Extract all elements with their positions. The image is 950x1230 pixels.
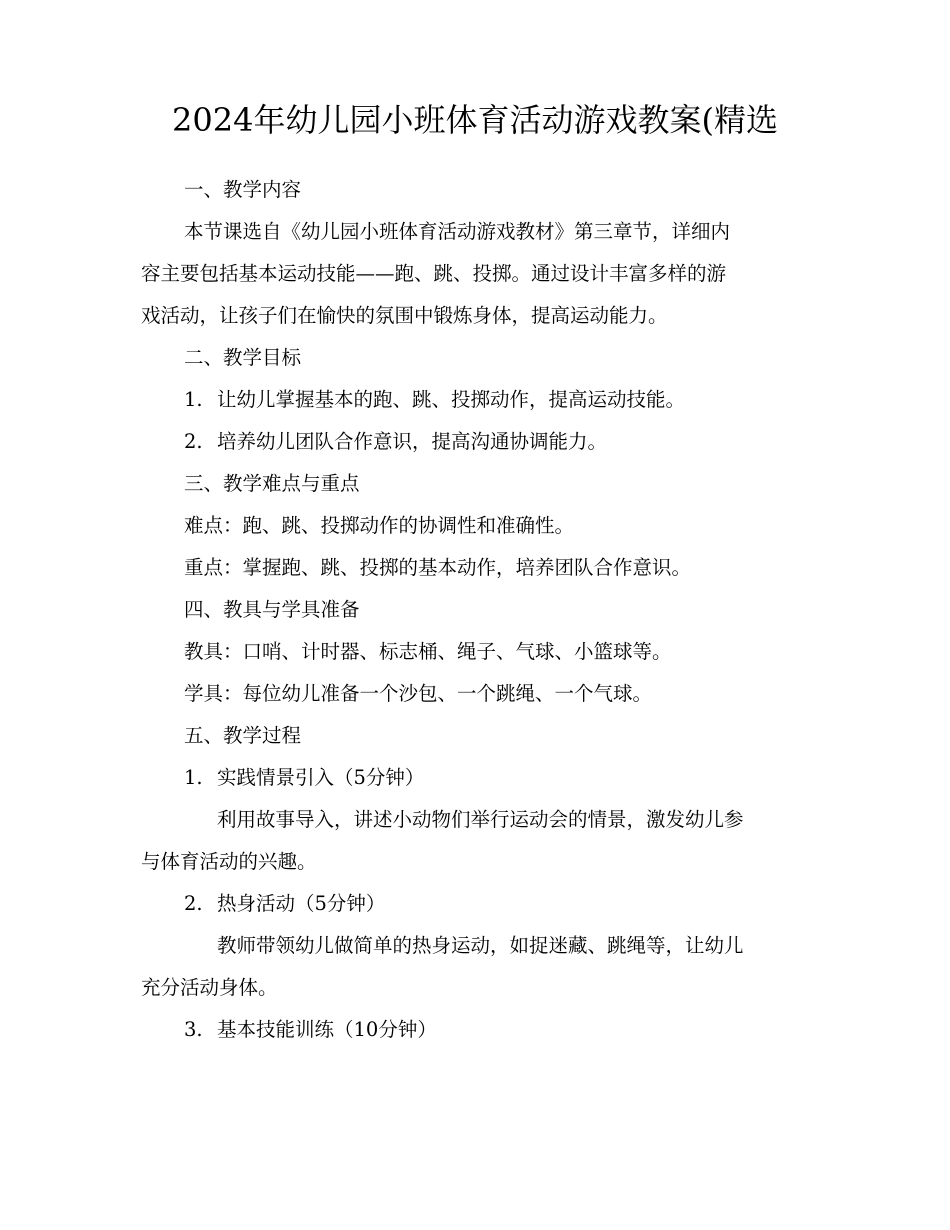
section-heading-materials: 四、教具与学具准备 <box>184 598 360 621</box>
list-item-text: 培养幼儿团队合作意识，提高沟通协调能力。 <box>217 430 608 453</box>
list-item <box>184 765 424 791</box>
paragraph-line: 重点：掌握跑、跳、投掷的基本动作，培养团队合作意识。 <box>184 556 692 579</box>
section-heading-process: 五、教学过程 <box>184 724 302 747</box>
list-item-text: 基本技能训练（10分钟） <box>217 1018 437 1041</box>
paragraph-line: 戏活动，让孩子们在愉快的氛围中锻炼身体，提高运动能力。 <box>141 304 668 327</box>
section-heading-content: 一、教学内容 <box>184 178 302 201</box>
paragraph-line: 学具：每位幼儿准备一个沙包、一个跳绳、一个气球。 <box>184 682 653 705</box>
list-item <box>184 891 385 917</box>
list-item <box>184 429 607 455</box>
list-number: 2. <box>184 430 203 453</box>
paragraph-line: 本节课选自《幼儿园小班体育活动游戏教材》第三章节，详细内 <box>184 220 731 243</box>
list-item <box>184 387 685 413</box>
list-item-text: 让幼儿掌握基本的跑、跳、投掷动作，提高运动技能。 <box>217 388 686 411</box>
paragraph-line: 教具：口哨、计时器、标志桶、绳子、气球、小篮球等。 <box>184 640 672 663</box>
list-item-text: 实践情景引入（5分钟） <box>217 766 425 789</box>
paragraph-line: 容主要包括基本运动技能——跑、跳、投掷。通过设计丰富多样的游 <box>141 262 727 285</box>
list-item <box>184 1017 437 1043</box>
list-number: 3. <box>184 1018 203 1041</box>
list-item-text: 热身活动（5分钟） <box>217 892 386 915</box>
section-heading-difficulties: 三、教学难点与重点 <box>184 472 360 495</box>
paragraph-line: 充分活动身体。 <box>141 976 278 999</box>
paragraph-line: 教师带领幼儿做简单的热身运动，如捉迷藏、跳绳等，让幼儿 <box>217 934 744 957</box>
list-number: 2. <box>184 892 203 915</box>
list-number: 1. <box>184 388 203 411</box>
document-title: 2024年幼儿园小班体育活动游戏教案(精选 <box>172 101 778 139</box>
paragraph-line: 难点：跑、跳、投掷动作的协调性和准确性。 <box>184 514 575 537</box>
paragraph-line: 利用故事导入，讲述小动物们举行运动会的情景，激发幼儿参 <box>217 808 744 831</box>
list-number: 1. <box>184 766 203 789</box>
section-heading-objectives: 二、教学目标 <box>184 346 302 369</box>
paragraph-line: 与体育活动的兴趣。 <box>141 850 317 873</box>
